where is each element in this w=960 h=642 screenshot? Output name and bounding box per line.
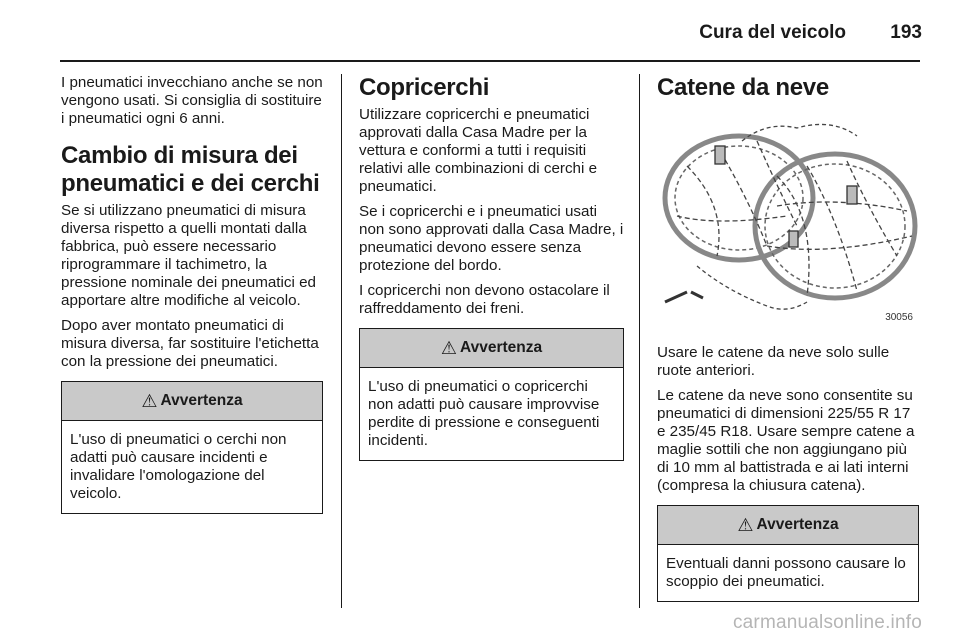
- header-divider: [60, 60, 920, 62]
- warning-body: [658, 545, 918, 601]
- column-3: [657, 74, 919, 602]
- paragraph: Usare le catene da neve solo sulle ruote anteriori.: [657, 344, 890, 379]
- paragraph: Utilizzare copricerchi e pneumatici approvati dalla Casa Madre per la vettura e conformi a tutti i requisiti relativi alle combinazioni di cerchi e pneumatici.: [359, 106, 598, 195]
- warning-box: [359, 328, 624, 461]
- intro-paragraph: I pneumatici invecchiano anche se non vengono usati. Si consiglia di sostituire i pneumatici ogni 6 anni.: [61, 74, 323, 127]
- page-number: 193: [890, 22, 922, 43]
- column-1: [61, 74, 323, 514]
- warning-header: [360, 329, 623, 368]
- section-title: Cura del veicolo: [699, 22, 846, 43]
- snow-chain-illustration: [657, 106, 919, 328]
- warning-icon: ⚠: [141, 390, 158, 411]
- chain-ring-right: [755, 154, 915, 298]
- page-header: [0, 0, 960, 60]
- paragraph: Se si utilizzano pneumatici di misura diversa rispetto a quelli montati dalla fabbrica, può essere necessario riprogrammare il tachimetro, la pressione nominale dei pneumatici ed apportare altre modifiche al veicolo.: [61, 202, 316, 309]
- warning-box: [657, 505, 919, 602]
- warning-box: [61, 381, 323, 514]
- warning-body: [360, 368, 623, 460]
- watermark: carmanualsonline.info: [732, 612, 922, 633]
- warning-text: Eventuali danni possono causare lo scoppio dei pneumatici.: [666, 555, 906, 590]
- warning-header: [62, 382, 322, 421]
- column-2: [359, 74, 624, 461]
- paragraph: Se i copricerchi e i pneumatici usati non sono approvati dalla Casa Madre, i pneumatici devono essere senza protezione del bordo.: [359, 203, 624, 274]
- warning-body: [62, 421, 322, 513]
- heading-wheel-covers: Copricerchi: [359, 74, 490, 101]
- warning-icon: ⚠: [737, 514, 754, 535]
- column-divider-1: [341, 74, 342, 608]
- column-divider-2: [639, 74, 640, 608]
- snow-chain-drawing: [657, 106, 919, 328]
- warning-header: [658, 506, 918, 545]
- heading-tyre-size-change: Cambio di misura dei pneumatici e dei cerchi: [61, 142, 320, 197]
- warning-text: L'uso di pneumatici o cerchi non adatti può causare incidenti e invalidare l'omologazione del veicolo.: [70, 431, 287, 502]
- figure-number: 30056: [885, 312, 913, 323]
- paragraph: Dopo aver montato pneumatici di misura diversa, far sostituire l'etichetta con la pressione dei pneumatici.: [61, 317, 319, 370]
- warning-title: Avvertenza: [756, 516, 839, 533]
- heading-snow-chains: Catene da neve: [657, 74, 829, 101]
- paragraph: Le catene da neve sono consentite su pneumatici di dimensioni 225/55 R 17 e 235/45 R18. Usare sempre catene a maglie sottili che non aggiungano più di 10 mm al battistrada e ai lati interni (compresa la chiusura catena).: [657, 387, 915, 494]
- warning-title: Avvertenza: [460, 339, 543, 356]
- warning-icon: ⚠: [440, 337, 457, 358]
- warning-title: Avvertenza: [160, 392, 243, 409]
- warning-text: L'uso di pneumatici o copricerchi non adatti può causare improvvise perdite di pressione e conseguenti incidenti.: [368, 378, 600, 449]
- paragraph: I copricerchi non devono ostacolare il raffreddamento dei freni.: [359, 282, 610, 317]
